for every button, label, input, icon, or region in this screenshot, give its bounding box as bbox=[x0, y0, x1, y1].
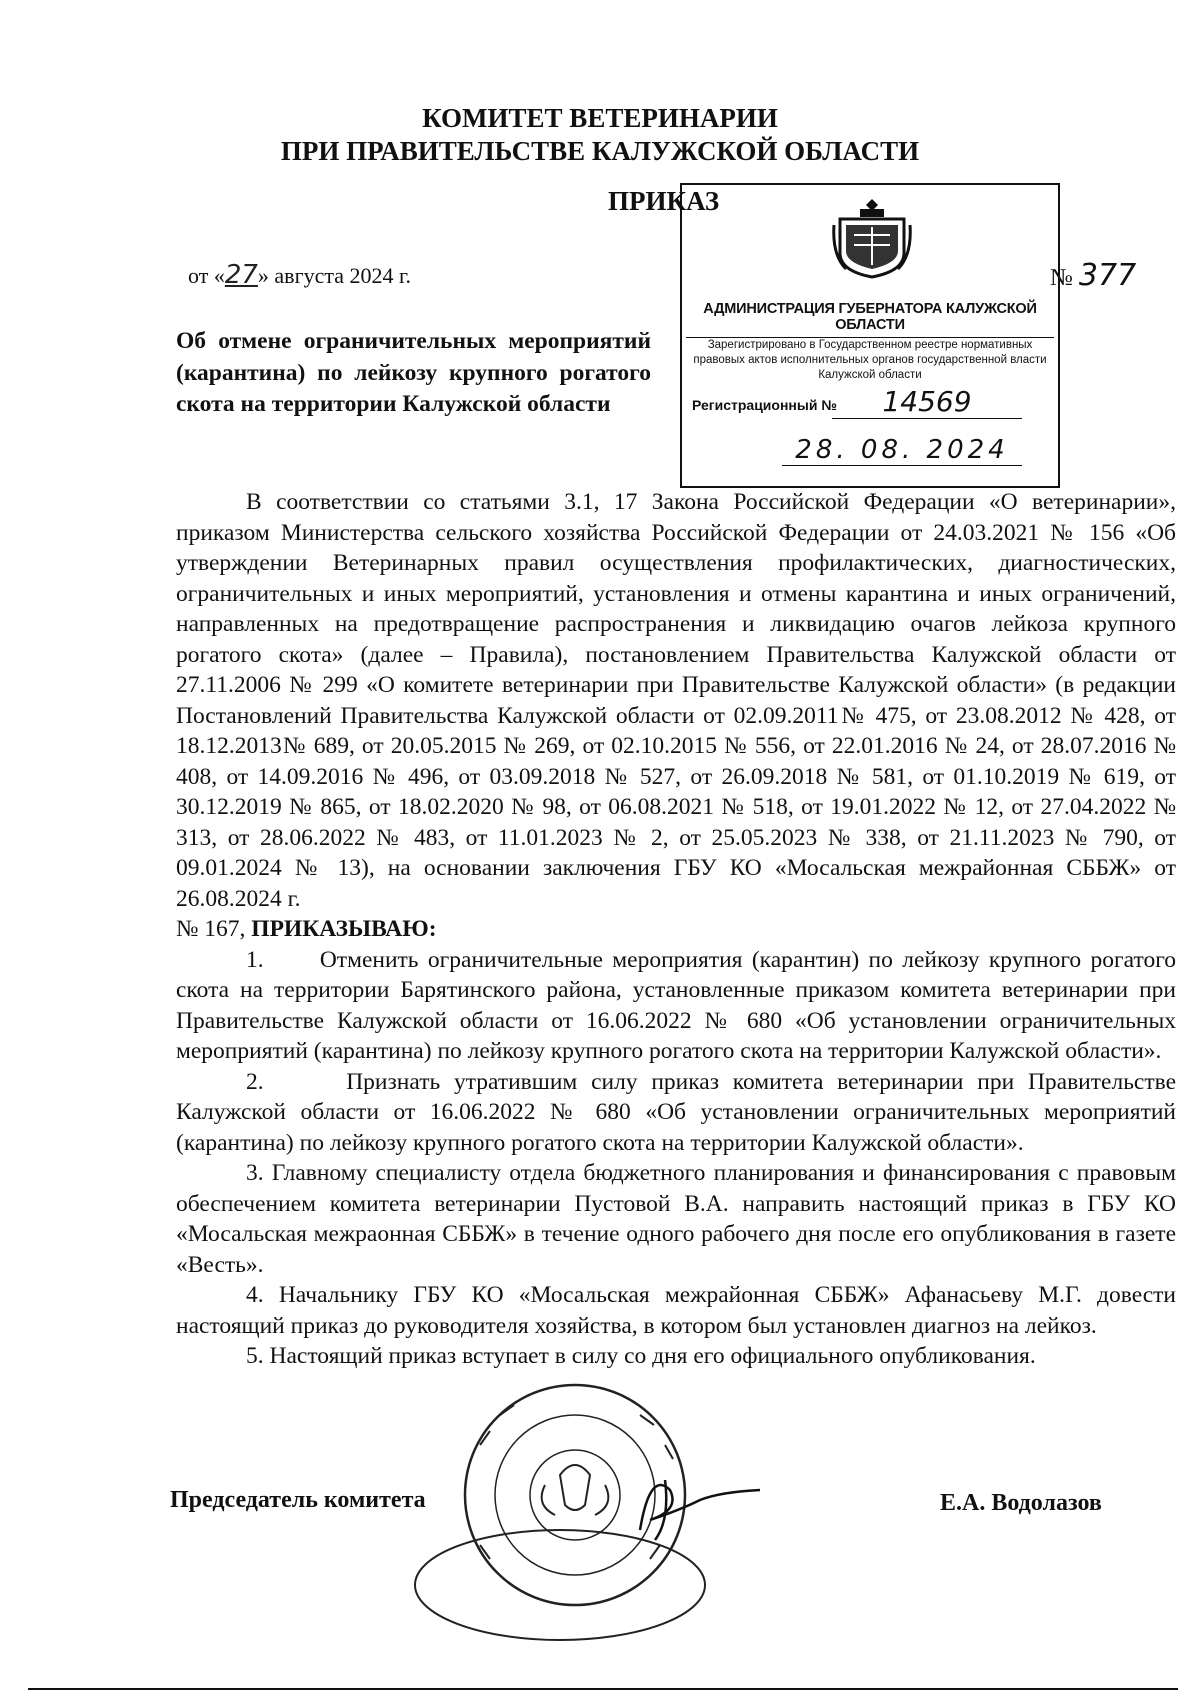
number-label: № bbox=[1050, 265, 1073, 291]
document-title: Об отмене ограничительных мероприятий (карантина) по лейкозу крупного рогатого скота на территории Калужской области bbox=[176, 328, 651, 417]
order-item-1: 1. Отменить ограничительные мероприятия (карантин) по лейкозу крупного рогатого скота на территории Барятинского района, установленные приказом комитета ветеринарии при Правительстве Калужской области от 16.06.2022 № 680 «Об установлении ограничительных мероприятий (карантина) по лейкозу крупного рогатого скота на территории Калужской области». bbox=[176, 946, 1176, 1064]
handwritten-signature-icon bbox=[620, 1460, 780, 1550]
document-body bbox=[176, 487, 1176, 1372]
number-value-handwritten: 377 bbox=[1078, 258, 1137, 293]
date-day-handwritten: 27 bbox=[224, 260, 258, 290]
order-item-2: 2. Признать утратившим силу приказ комитета ветеринарии при Правительстве Калужской области от 16.06.2022 № 680 «Об установлении ограничительных мероприятий (карантина) по лейкозу крупного рогатого скота на территории Калужской области». bbox=[176, 1068, 1176, 1156]
intro-end-number: № 167, bbox=[176, 916, 252, 942]
document-date bbox=[188, 260, 411, 290]
header-line-1: КОМИТЕТ ВЕТЕРИНАРИИ bbox=[422, 103, 778, 133]
registration-stamp bbox=[680, 183, 1060, 488]
date-prefix: от « bbox=[188, 263, 225, 288]
document-type: ПРИКАЗ bbox=[608, 186, 720, 216]
document-header bbox=[0, 102, 1200, 168]
footer-divider bbox=[28, 1688, 1178, 1690]
stamp-reg-date: 28. 08. 2024 bbox=[782, 435, 1022, 466]
order-item-3: 3. Главному специалисту отдела бюджетного планирования и финансирования с правовым обеспечением комитета ветеринарии Пустовой В.А. направить настоящий приказ в ГБУ КО «Мосальская межраонная СББЖ» в течение одного рабочего дня после его опубликования в газете «Весть». bbox=[176, 1160, 1176, 1278]
stamp-regno-value: 14569 bbox=[832, 385, 1022, 419]
stamp-admin-title: АДМИНИСТРАЦИЯ ГУБЕРНАТОРА КАЛУЖСКОЙ ОБЛАСТИ bbox=[686, 301, 1054, 338]
stamp-regno-label: Регистрационный № bbox=[692, 397, 837, 413]
signatory-name: Е.А. Водолазов bbox=[940, 1490, 1102, 1516]
document-number bbox=[1050, 258, 1136, 293]
stamp-registered-text: Зарегистрировано в Государственном реестре нормативных правовых актов исполнительных органов государственной власти Калужской области bbox=[693, 339, 1047, 381]
coat-of-arms-icon bbox=[832, 195, 912, 280]
order-item-4: 4. Начальнику ГБУ КО «Мосальская межрайонная СББЖ» Афанасьеву М.Г. довести настоящий приказ до руководителя хозяйства, в котором был установлен диагноз на лейкоз. bbox=[176, 1282, 1176, 1339]
date-suffix: » августа 2024 г. bbox=[257, 263, 412, 288]
header-line-2: ПРИ ПРАВИТЕЛЬСТВЕ КАЛУЖСКОЙ ОБЛАСТИ bbox=[280, 136, 920, 166]
order-keyword: ПРИКАЗЫВАЮ: bbox=[251, 916, 437, 942]
intro-paragraph: В соответствии со статьями 3.1, 17 Закона Российской Федерации «О ветеринарии», приказом Министерства сельского хозяйства Российской Федерации от 24.03.2021 № 156 «Об утверждении Ветеринарных правил осуществления профилактических, диагностических, ограничительных и иных мероприятий, установления и отмены карантина и иных ограничений, направленных на предотвращение распространения и ликвидацию очагов лейкоза крупного рогатого скота» (далее – Правила), постановлением Правительства Калужской области от 27.11.2006 № 299 «О комитете ветеринарии при Правительстве Калужской области» (в редакции Постановлений Правительства Калужской области от 02.09.2011№ 475, от 23.08.2012 № 428, от 18.12.2013№ 689, от 20.05.2015 № 269, от 02.10.2015 № 556, от 22.01.2016 № 24, от 28.07.2016 № 408, от 14.09.2016 № 496, от 03.09.2018 № 527, от 26.09.2018 № 581, от 01.10.2019 № 619, от 30.12.2019 № 865, от 18.02.2020 № 98, от 06.08.2021 № 518, от 19.01.2022 № 12, от 27.04.2022 № 313, от 28.06.2022 № 483, от 11.01.2023 № 2, от 25.05.2023 № 338, от 21.11.2023 № 790, от 09.01.2024 № 13), на основании заключения ГБУ КО «Мосальская межрайонная СББЖ» от 26.08.2024 г. bbox=[176, 489, 1176, 912]
intro-paragraph-end bbox=[176, 914, 1176, 945]
signatory-position: Председатель комитета bbox=[170, 1487, 426, 1513]
order-item-5: 5. Настоящий приказ вступает в силу со дня его официального опубликования. bbox=[246, 1343, 1036, 1369]
